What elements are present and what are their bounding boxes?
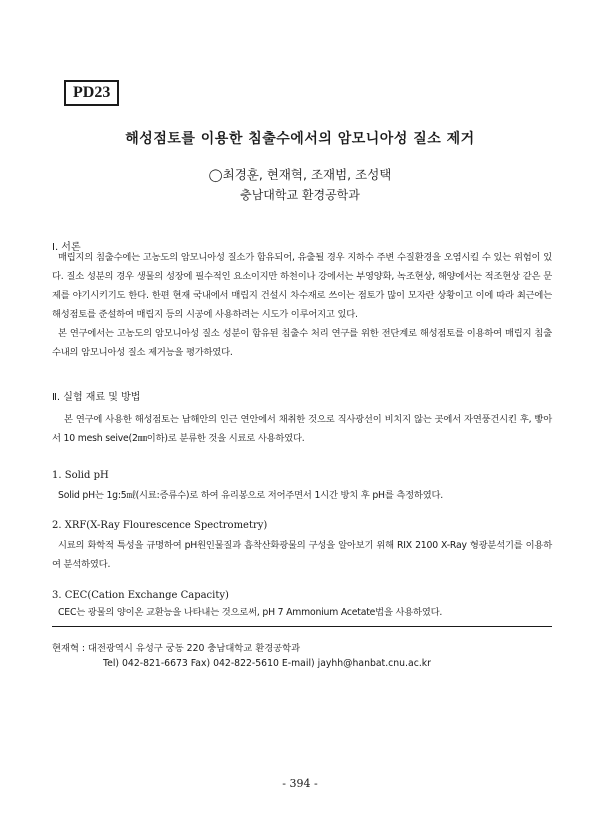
subsection-heading-cec: 3. CEC(Cation Exchange Capacity)	[52, 590, 229, 601]
introduction-paragraph-1: 매립지의 침출수에는 고농도의 암모니아성 질소가 함유되어, 유출될 경우 지하수 주변 수질환경을 오염시킬 수 있는 위험이 있다. 질소 성분의 경우 생물의 성장에 필수적인 요소이지만 하천이나 강에서는 부영양화, 녹조현상, 해양에서는 적조현상 같은 문제를 야기시키기도 한다. 한편 현재 국내에서 매립지 건설시 차수재로 쓰이는 점토가 많이 모자란 상황이고 이에 따라 최근에는 해성점토를 준설하여 매립지 등의 시공에 사용하려는 시도가 이루어지고 있다.	[52, 252, 552, 320]
subsection-text-cec: CEC는 광물의 양이온 교환능을 나타내는 것으로써, pH 7 Ammonium Acetate법을 사용하였다.	[58, 607, 443, 618]
affiliation: 충남대학교 환경공학과	[240, 188, 360, 202]
section-heading-introduction: Ⅰ. 서론	[52, 242, 81, 253]
introduction-paragraph-2: 본 연구에서는 고농도의 암모니아성 질소 성분이 함유된 침출수 처리 연구를 위한 전단계로 해성점토를 이용하여 매립지 침출수내의 암모니아성 질소 제거능을 평가하였다.	[52, 328, 552, 358]
corresponding-author-contact: Tel) 042-821-6673 Fax) 042-822-5610 E-mail) jayhh@hanbat.cnu.ac.kr	[103, 658, 431, 669]
subsection-text-solid-ph: Solid pH는 1g:5㎖(시료:증류수)로 하여 유리봉으로 저어주면서 1시간 방치 후 pH를 측정하였다.	[58, 490, 444, 501]
paper-code-box: PD23	[64, 80, 119, 106]
subsection-text-xrf: 시료의 화학적 특성을 규명하여 pH원인물질과 흡착산화광물의 구성을 알아보기 위해 RIX 2100 X-Ray 형광분석기를 이용하여 분석하였다.	[52, 540, 552, 570]
subsection-heading-xrf: 2. XRF(X-Ray Flourescence Spectrometry)	[52, 520, 268, 531]
methods-intro-paragraph: 본 연구에 사용한 해성점토는 남해안의 인근 연안에서 채취한 것으로 직사광선이 비치지 않는 곳에서 자연풍건시킨 후, 빻아서 10 mesh seive(2㎜이하)로 분류한 것을 시료로 사용하였다.	[52, 414, 552, 444]
subsection-heading-solid-ph: 1. Solid pH	[52, 470, 109, 481]
paper-title: 해성점토를 이용한 침출수에서의 암모니아성 질소 제거	[125, 131, 475, 147]
author-list: ◯최경훈, 현재혁, 조재범, 조성택	[208, 167, 392, 182]
introduction-body	[52, 248, 552, 362]
page-number: - 394 -	[282, 777, 318, 790]
section-heading-methods: Ⅱ. 실험 재료 및 방법	[52, 392, 141, 403]
footer-divider	[52, 626, 552, 627]
corresponding-author-address: 현재혁 : 대전광역시 유성구 궁동 220 충남대학교 환경공학과	[52, 643, 301, 654]
